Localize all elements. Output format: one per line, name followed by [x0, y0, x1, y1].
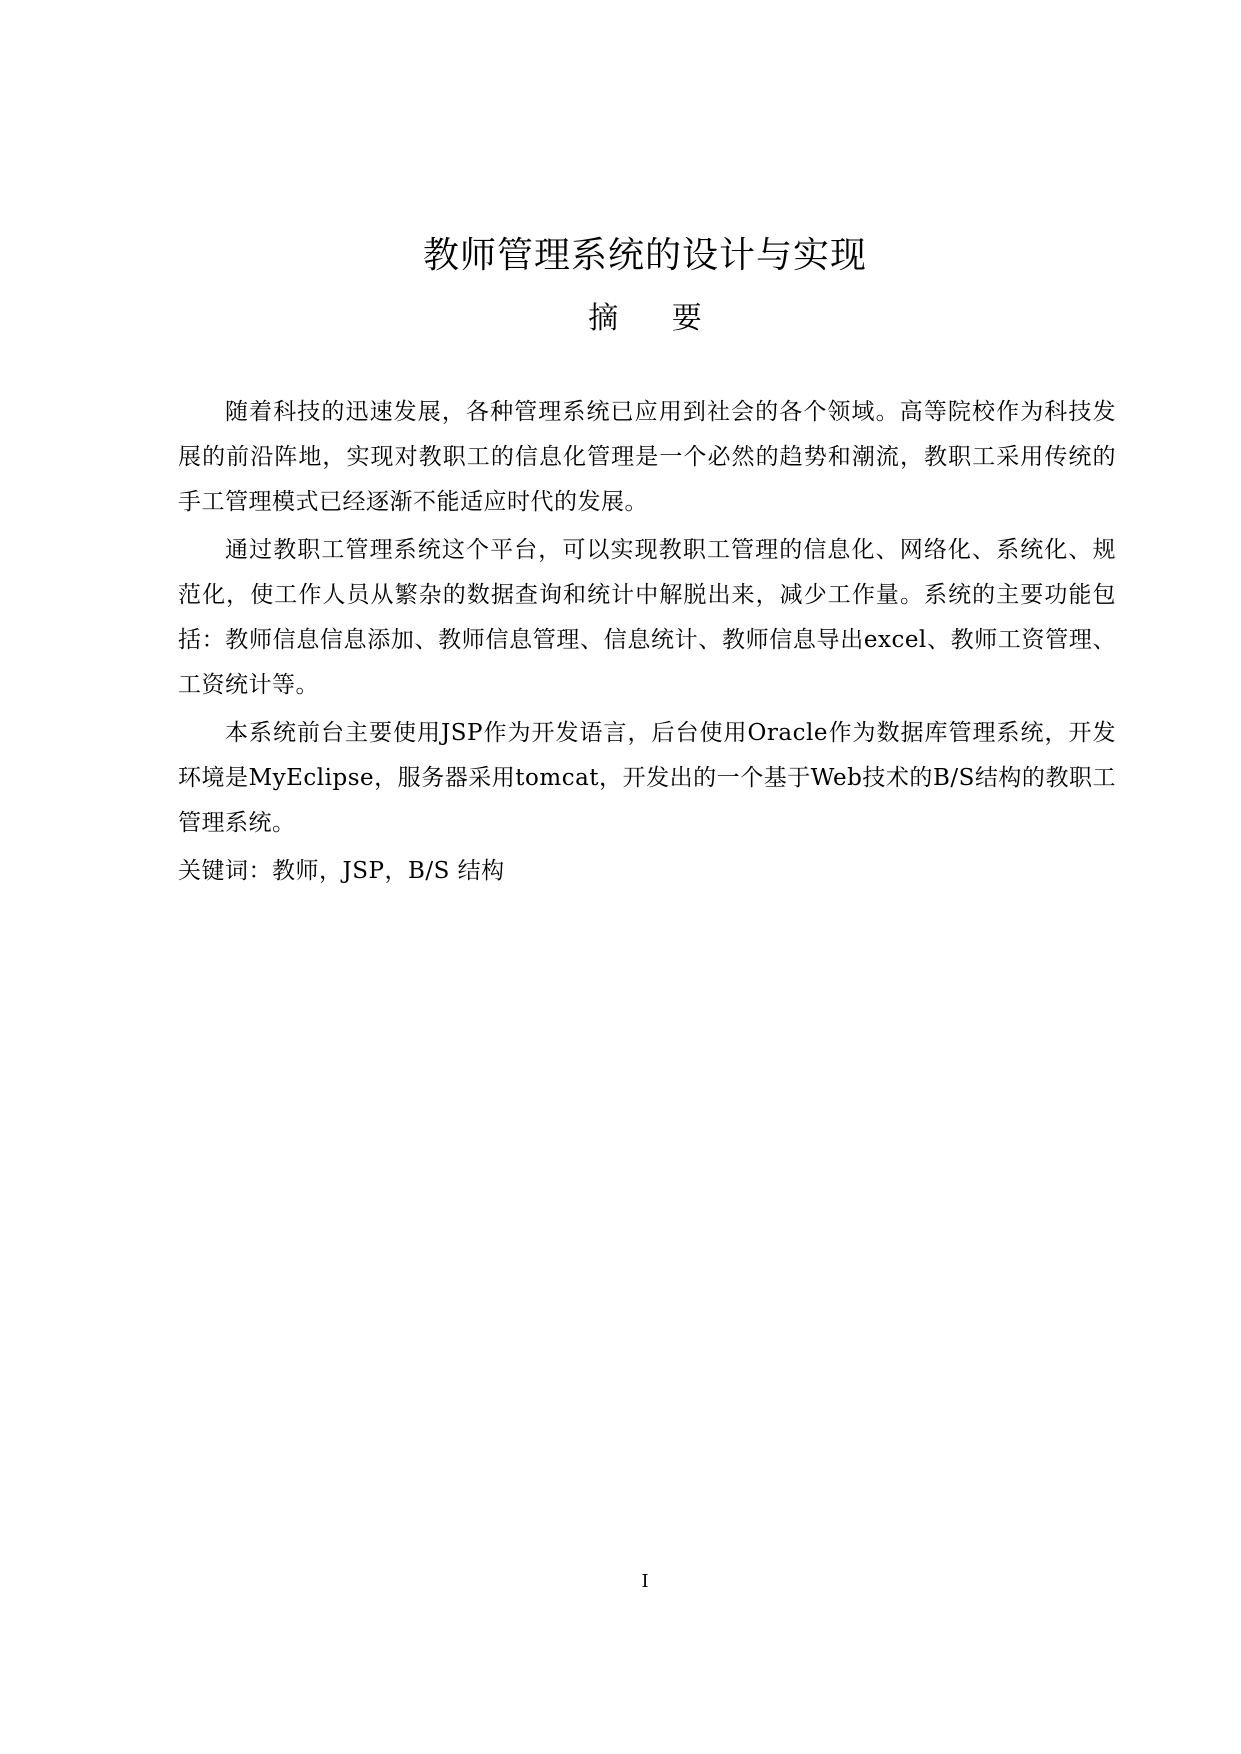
- keywords-label: 关键词：: [178, 858, 272, 884]
- abstract-paragraph-1: 随着科技的迅速发展，各种管理系统已应用到社会的各个领域。高等院校作为科技发展的前沿阵地，实现对教职工的信息化管理是一个必然的趋势和潮流，教职工采用传统的手工管理模式已经逐渐不能适应时代的发展。: [178, 399, 1116, 515]
- abstract-heading: 摘 要: [588, 301, 724, 336]
- page-number: I: [641, 1571, 649, 1592]
- abstract-paragraph-2: 通过教职工管理系统这个平台，可以实现教职工管理的信息化、网络化、系统化、规范化，使工作人员从繁杂的数据查询和统计中解脱出来，减少工作量。系统的主要功能包括：教师信息信息添加、教师信息管理、信息统计、教师信息导出excel、教师工资管理、工资统计等。: [178, 537, 1116, 698]
- keywords-line: [178, 849, 1116, 894]
- abstract-body: [178, 390, 1116, 894]
- keywords-value: 教师，JSP，B/S 结构: [272, 858, 505, 884]
- document-title: 教师管理系统的设计与实现: [422, 235, 867, 276]
- abstract-paragraph-3: 本系统前台主要使用JSP作为开发语言，后台使用Oracle作为数据库管理系统，开发环境是MyEclipse，服务器采用tomcat，开发出的一个基于Web技术的B/S结构的教职工管理系统。: [178, 720, 1116, 836]
